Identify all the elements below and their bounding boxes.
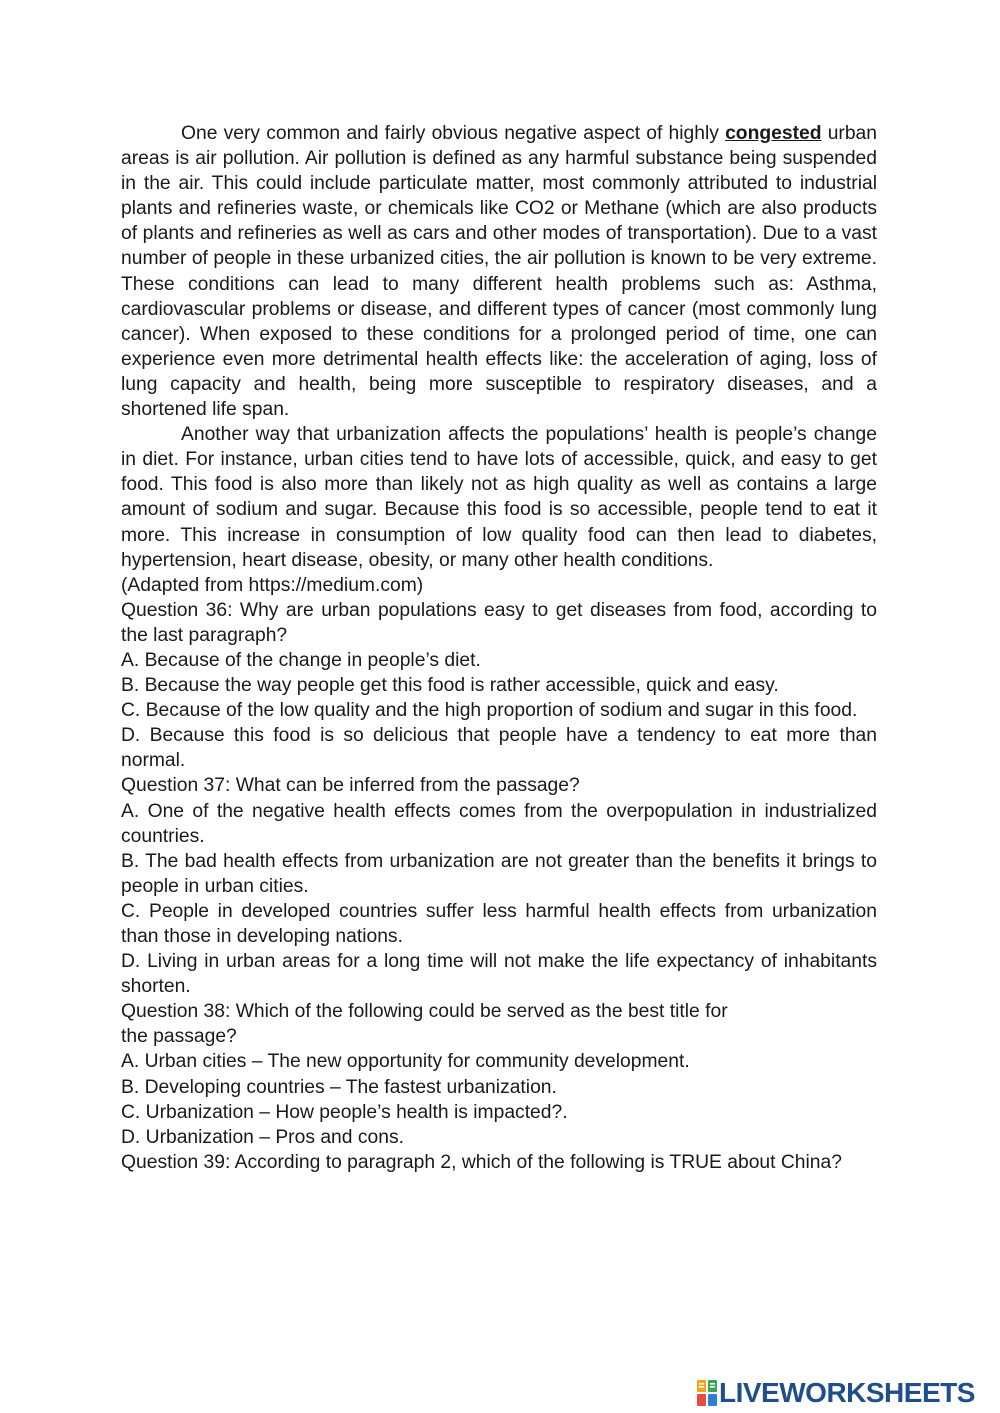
question-39-stem: Question 39: According to paragraph 2, which of the following is TRUE about China? [121, 1151, 842, 1173]
liveworksheets-logo-icon [697, 1380, 717, 1406]
question-38-option-d: D. Urbanization – Pros and cons. [121, 1126, 404, 1148]
question-38-option-c: C. Urbanization – How people’s health is impacted?. [121, 1101, 568, 1123]
question-36-option-b: B. Because the way people get this food is rather accessible, quick and easy. [121, 675, 779, 697]
question-38-stem-line-1: Question 38: Which of the following could be served as the best title for [121, 1001, 728, 1023]
liveworksheets-logo-text: LIVEWORKSHEETS [719, 1377, 975, 1408]
question-36-option-d: D. Because this food is so delicious that people have a tendency to eat more than normal. [121, 725, 877, 772]
source-citation: (Adapted from https://medium.com) [121, 574, 424, 596]
question-37-option-a: A. One of the negative health effects comes from the overpopulation in industrialized countries. [121, 800, 877, 847]
liveworksheets-logo [697, 1376, 975, 1410]
question-38-option-b: B. Developing countries – The fastest urbanization. [121, 1076, 557, 1098]
question-37-option-d: D. Living in urban areas for a long time will not make the life expectancy of inhabitants shorten. [121, 951, 877, 998]
paragraph-2: Another way that urbanization affects the populations’ health is people’s change in diet. For instance, urban cities tend to have lots of accessible, quick, and easy to get food. This food is also more than likely not as high quality as well as contains a large amount of sodium and sugar. Because this food is so accessible, people tend to eat it more. This increase in consumption of low quality food can then lead to diabetes, hypertension, heart disease, obesity, or many other health conditions. [121, 424, 877, 571]
question-37-option-c: C. People in developed countries suffer less harmful health effects from urbanization than those in developing nations. [121, 900, 877, 947]
paragraph-1-rest: urban areas is air pollution. Air pollution is defined as any harmful substance being suspended in the air. This could include particulate matter, most commonly attributed to industrial plants and refineries waste, or chemicals like CO2 or Methane (which are also products of plants and refineries as well as cars and other modes of transportation). Due to a vast number of people in these urbanized cities, the air pollution is known to be very extreme. These conditions can lead to many different health problems such as: Asthma, cardiovascular problems or disease, and different types of cancer (most commonly lung cancer). When exposed to these conditions for a prolonged period of time, one can experience even more detrimental health effects like: the acceleration of aging, loss of lung capacity and health, being more susceptible to respiratory diseases, and a shortened life span. [121, 123, 878, 421]
paragraph-1 [121, 121, 877, 422]
question-37-stem: Question 37: What can be inferred from the passage? [121, 775, 580, 797]
question-38-stem-line-2: the passage? [121, 1026, 237, 1048]
keyword-congested: congested [725, 123, 822, 144]
worksheet-body [121, 121, 877, 1175]
question-36-option-a: A. Because of the change in people’s diet. [121, 649, 481, 671]
question-37-option-b: B. The bad health effects from urbanization are not greater than the benefits it brings to people in urban cities. [121, 850, 877, 897]
paragraph-1-start: One very common and fairly obvious negative aspect of highly [181, 123, 726, 144]
question-36-stem: Question 36: Why are urban populations easy to get diseases from food, according to the last paragraph? [121, 599, 877, 646]
question-36-option-c: C. Because of the low quality and the high proportion of sodium and sugar in this food. [121, 700, 858, 722]
question-38-option-a: A. Urban cities – The new opportunity for community development. [121, 1051, 690, 1073]
